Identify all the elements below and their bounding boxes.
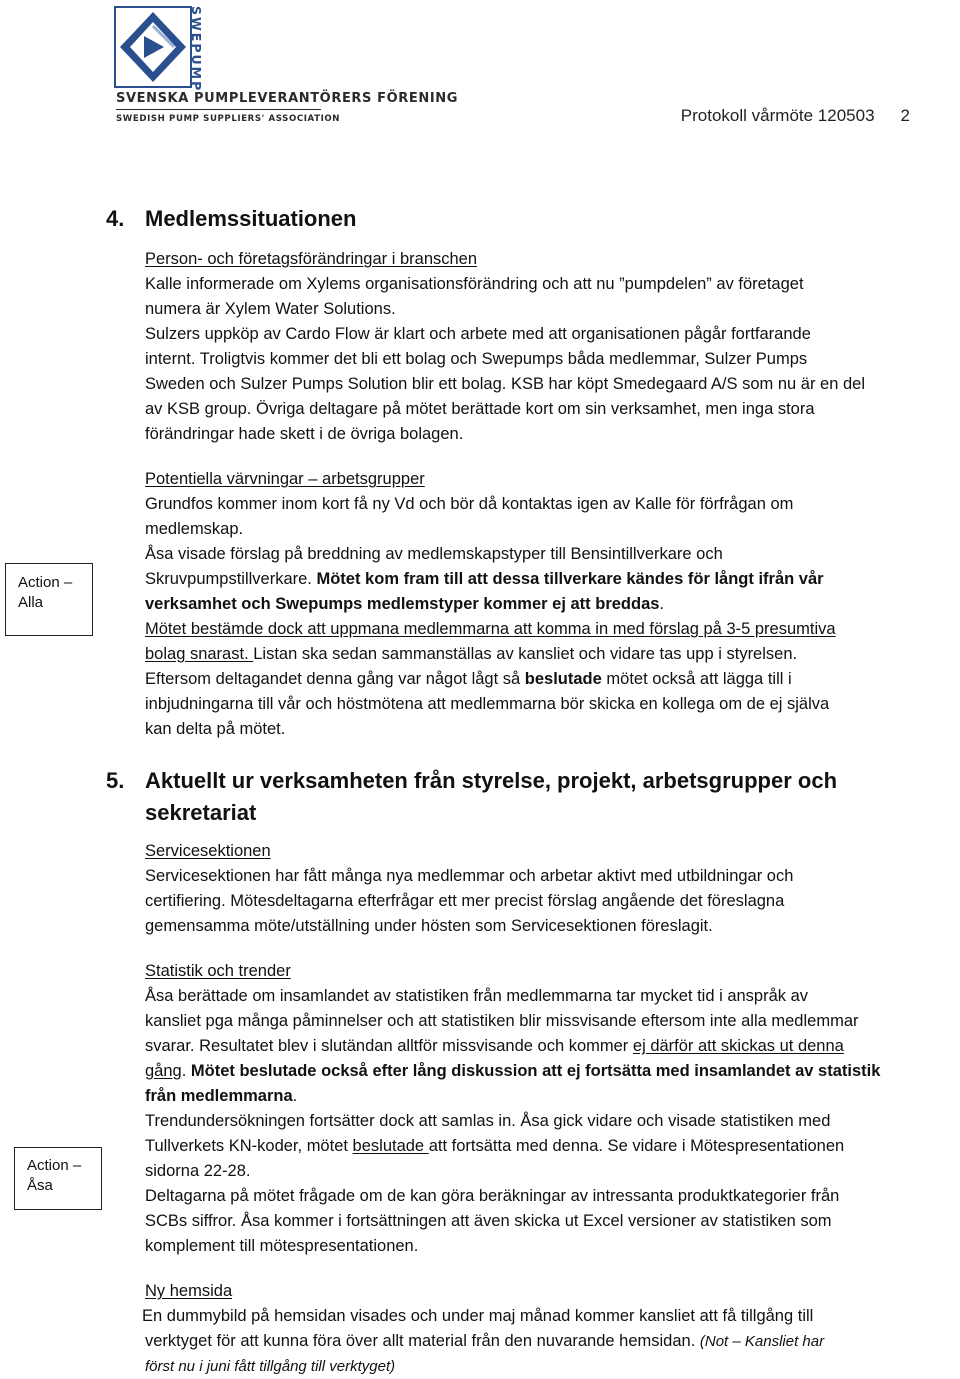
paragraph-line: internt. Troligtvis kommer det bli ett bolag och Swepumps båda medlemmar, Sulzer Pumps [145, 350, 808, 368]
logo-line1: SVENSKA PUMPLEVERANTÖRERS FÖRENING [116, 91, 459, 106]
paragraph-line: Deltagarna på mötet frågade om de kan göra beräkningar av intressanta produktkategorier från [145, 1187, 840, 1205]
document-header [681, 106, 910, 126]
paragraph-line: sidorna 22-28. [145, 1162, 251, 1180]
paragraph-line: Åsa berättade om insamlandet av statistiken från medlemmarna tar mycket tid i anspråk av [145, 987, 809, 1005]
action-box-alla [5, 563, 93, 636]
paragraph-line: Åsa visade förslag på breddning av medlemskapstyper till Bensintillverkare och [145, 545, 723, 563]
paragraph-line: först nu i juni fått tillgång till verktyget) [145, 1358, 396, 1375]
association-logo [112, 6, 459, 128]
paragraph-line: från medlemmarna. [145, 1087, 298, 1105]
statistics-section [145, 959, 960, 1259]
paragraph-line: gemensamma möte/utställning under hösten som Servicesektionen föreslagit. [145, 917, 713, 935]
section-5-title-line2: sekretariat [145, 800, 257, 825]
paragraph-line: kan delta på mötet. [145, 720, 286, 738]
paragraph-line: inbjudningarna till vår och höstmötena att medlemmarna bör skicka en kollega om de ej själva [145, 695, 830, 713]
action-label: Action – [27, 1157, 82, 1174]
website-section [142, 1279, 960, 1379]
section-4-number: 4. [106, 206, 125, 231]
paragraph-line: Sulzers uppköp av Cardo Flow är klart och arbete med att organisationen pågår fortfarande [145, 325, 811, 343]
paragraph-line: gång. Mötet beslutade också efter lång diskussion att ej fortsätta med insamlandet av statistik [145, 1062, 881, 1080]
logo-divider [116, 109, 321, 110]
action-assignee: Åsa [27, 1177, 53, 1194]
paragraph-line: Eftersom deltagandet denna gång var något lågt så beslutade mötet också att lägga till i [145, 670, 792, 688]
paragraph-line: verktyget för att kunna föra över allt material från den nuvarande hemsidan. (Not – Kansliet har [145, 1332, 825, 1350]
paragraph-line: medlemskap. [145, 520, 244, 538]
paragraph-line: Trendundersökningen fortsätter dock att samlas in. Åsa gick vidare och visade statistiken med [145, 1112, 831, 1130]
paragraph-line: En dummybild på hemsidan visades och under maj månad kommer kansliet att få tillgång till [142, 1307, 814, 1325]
subheading-recruitment: Potentiella värvningar – arbetsgrupper [145, 470, 425, 488]
paragraph-line: svarar. Resultatet blev i slutändan alltför missvisande och kommer ej därför att skickas ut denna [145, 1037, 844, 1055]
paragraph-line: förändringar hade skett i de övriga bolagen. [145, 425, 464, 443]
paragraph-line: Tullverkets KN-koder, mötet beslutade att fortsätta med denna. Se vidare i Mötespresentationen [145, 1137, 845, 1155]
section-4-heading [106, 203, 357, 235]
section-4-part-1 [145, 247, 960, 447]
paragraph-line: verksamhet och Swepumps medlemstyper kommer ej att breddas. [145, 595, 665, 613]
paragraph-line: Mötet bestämde dock att uppmana medlemmarna att komma in med förslag på 3-5 presumtiva [145, 620, 836, 638]
paragraph-line: komplement till mötespresentationen. [145, 1237, 419, 1255]
paragraph-line: numera är Xylem Water Solutions. [145, 300, 396, 318]
action-label: Action – [18, 574, 73, 591]
paragraph-line: bolag snarast. Listan ska sedan sammanställas av kansliet och vidare tas upp i styrelsen. [145, 645, 798, 663]
page-number: 2 [900, 106, 910, 125]
section-5-heading [106, 765, 838, 829]
paragraph-line: Kalle informerade om Xylems organisationsförändring och att nu ”pumpdelen” av företaget [145, 275, 804, 293]
action-box-asa [14, 1147, 102, 1210]
service-section [145, 839, 960, 939]
paragraph-line: SCBs siffror. Åsa kommer i fortsättningen att även skicka ut Excel versioner av statistiken som [145, 1212, 832, 1230]
logo-brand-text: SWEPUMP [189, 6, 204, 93]
paragraph-line: Servicesektionen har fått många nya medlemmar och arbetar aktivt med utbildningar och [145, 867, 794, 885]
document-title: Protokoll vårmöte 120503 [680, 106, 875, 125]
paragraph-line: kansliet pga många påminnelser och att statistiken blir missvisande eftersom inte alla medlemmar [145, 1012, 859, 1030]
section-4-title: Medlemssituationen [145, 206, 357, 231]
logo-line2: SWEDISH PUMP SUPPLIERS' ASSOCIATION [116, 114, 341, 124]
section-5-title-line1: Aktuellt ur verksamheten från styrelse, projekt, arbetsgrupper och [145, 768, 838, 793]
subheading-statistics: Statistik och trender [145, 962, 291, 980]
subheading-person-changes: Person- och företagsförändringar i branschen [145, 250, 478, 268]
paragraph-line: Sweden och Sulzer Pumps Solution blir ett bolag. KSB har köpt Smedegaard A/S som nu är en del [145, 375, 865, 393]
subheading-website: Ny hemsida [145, 1282, 233, 1300]
paragraph-line: Grundfos kommer inom kort få ny Vd och bör då kontaktas igen av Kalle för förfrågan om [145, 495, 794, 513]
action-assignee: Alla [18, 594, 44, 611]
paragraph-line: certifiering. Mötesdeltagarna efterfrågar ett mer precist förslag angående det föreslagna [145, 892, 785, 910]
paragraph-line: Skruvpumpstillverkare. Mötet kom fram till att dessa tillverkare kändes för långt ifrån vår [145, 570, 824, 588]
paragraph-line: av KSB group. Övriga deltagare på mötet berättade kort om sin verksamhet, men inga stora [145, 400, 815, 418]
section-5-number: 5. [106, 768, 125, 793]
section-4-part-2 [145, 467, 960, 742]
subheading-service: Servicesektionen [145, 842, 271, 860]
logo-brand-vertical [184, 6, 204, 93]
